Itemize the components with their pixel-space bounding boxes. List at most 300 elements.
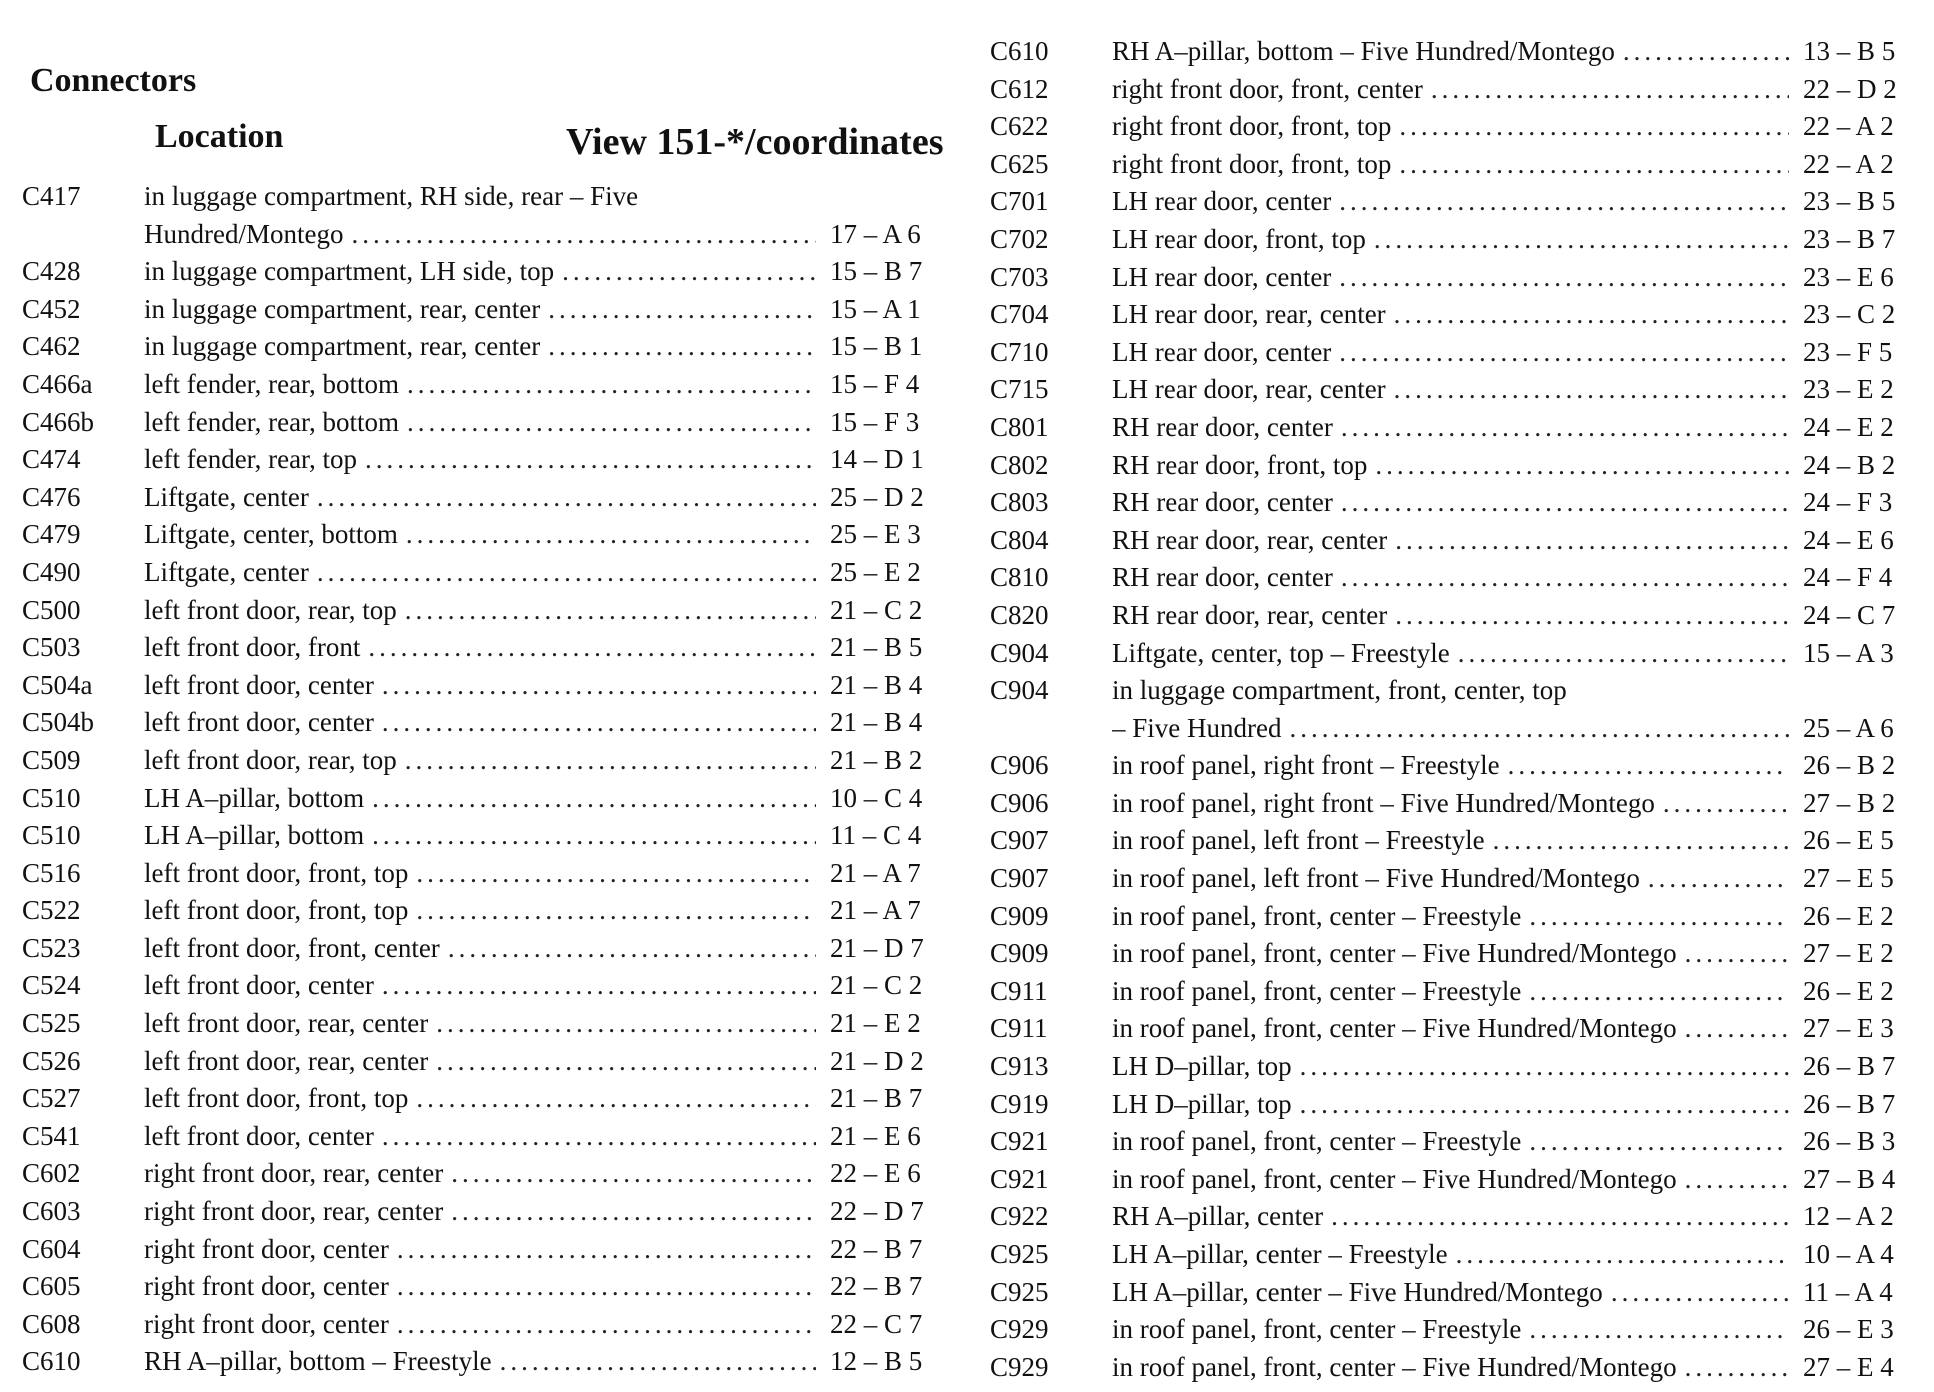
dot-leader bbox=[436, 1005, 816, 1043]
dot-leader bbox=[1374, 221, 1789, 259]
view-coordinate-ref: 21 – B 4 bbox=[830, 669, 923, 700]
dot-leader bbox=[1395, 522, 1789, 560]
connector-code: C906 bbox=[990, 787, 1049, 818]
dot-leader bbox=[1508, 747, 1789, 785]
connector-code: C510 bbox=[22, 820, 81, 851]
connector-location bbox=[144, 1306, 822, 1344]
connector-location bbox=[144, 780, 822, 818]
connector-location bbox=[1112, 1010, 1795, 1048]
connector-code: C417 bbox=[22, 181, 81, 211]
connector-location-text: left front door, front, top bbox=[144, 857, 409, 888]
connector-location-text: RH rear door, rear, center bbox=[1112, 599, 1388, 630]
connector-code: C909 bbox=[990, 938, 1049, 969]
dot-leader bbox=[1685, 935, 1789, 973]
connector-location bbox=[144, 441, 822, 479]
connector-row bbox=[990, 672, 1915, 710]
dot-leader bbox=[406, 516, 816, 554]
connector-code: C604 bbox=[22, 1233, 81, 1264]
view-coordinate-ref: 26 – B 7 bbox=[1803, 1088, 1896, 1119]
connector-location bbox=[144, 1193, 822, 1231]
connector-location bbox=[144, 1005, 822, 1043]
dot-leader bbox=[1648, 860, 1789, 898]
dot-leader bbox=[405, 592, 816, 630]
connector-location bbox=[1112, 1086, 1795, 1124]
view-coordinate-ref: 27 – E 4 bbox=[1803, 1351, 1894, 1382]
connector-row bbox=[990, 635, 1915, 673]
connector-location-text: LH A–pillar, bottom bbox=[144, 820, 365, 851]
connector-row bbox=[990, 860, 1915, 898]
dot-leader bbox=[1375, 447, 1789, 485]
section-title: Connectors bbox=[30, 62, 197, 99]
connector-location bbox=[144, 366, 822, 404]
dot-leader bbox=[372, 780, 816, 818]
connector-location-text: left front door, front, top bbox=[144, 1083, 409, 1114]
connector-location-text: left front door, center bbox=[144, 669, 374, 700]
connector-row bbox=[990, 1274, 1915, 1312]
connector-location bbox=[144, 704, 822, 742]
dot-leader bbox=[382, 1118, 816, 1156]
connector-row bbox=[22, 1155, 942, 1193]
dot-leader bbox=[407, 366, 816, 404]
connector-code: C820 bbox=[990, 599, 1049, 630]
connector-location bbox=[144, 328, 822, 366]
connector-location bbox=[1112, 1236, 1795, 1274]
view-coordinate-ref: 15 – A 3 bbox=[1803, 637, 1894, 668]
dot-leader bbox=[1529, 973, 1789, 1011]
connector-row bbox=[22, 1118, 942, 1156]
connector-row bbox=[990, 33, 1915, 71]
connector-location-text: left front door, front bbox=[144, 632, 361, 663]
view-coordinate-ref: 22 – A 2 bbox=[1803, 148, 1894, 179]
dot-leader bbox=[1685, 1161, 1789, 1199]
right-connector-list bbox=[990, 33, 1915, 1386]
connector-location bbox=[1112, 559, 1795, 597]
connector-location bbox=[1112, 710, 1795, 748]
view-coordinate-ref: 21 – C 2 bbox=[830, 970, 923, 1001]
view-coordinate-ref: 22 – D 7 bbox=[830, 1196, 924, 1227]
connector-location bbox=[1112, 1161, 1795, 1199]
connector-code: C904 bbox=[990, 637, 1049, 668]
view-coordinate-ref: 22 – E 6 bbox=[830, 1158, 921, 1189]
dot-leader bbox=[1394, 296, 1789, 334]
view-coordinate-ref: 10 – C 4 bbox=[830, 782, 923, 813]
dot-leader bbox=[1341, 484, 1789, 522]
connector-row bbox=[22, 291, 942, 329]
connector-row bbox=[22, 817, 942, 855]
connector-row bbox=[990, 597, 1915, 635]
connector-location bbox=[144, 479, 822, 517]
connector-location-text: RH rear door, rear, center bbox=[1112, 524, 1388, 555]
connector-code: C610 bbox=[22, 1346, 81, 1377]
connector-row bbox=[990, 1123, 1915, 1161]
dot-leader bbox=[1289, 710, 1789, 748]
connector-row bbox=[990, 1349, 1915, 1387]
view-coordinate-ref: 23 – F 5 bbox=[1803, 336, 1893, 367]
connector-row bbox=[22, 704, 942, 742]
connector-code: C526 bbox=[22, 1045, 81, 1076]
dot-leader bbox=[1395, 597, 1789, 635]
dot-leader bbox=[1300, 1048, 1789, 1086]
connector-location bbox=[1112, 973, 1795, 1011]
view-coordinate-ref: 21 – B 4 bbox=[830, 707, 923, 738]
view-coordinate-ref: 22 – B 7 bbox=[830, 1233, 923, 1264]
connector-code: C710 bbox=[990, 336, 1049, 367]
connector-location-text: in roof panel, left front – Freestyle bbox=[1112, 825, 1485, 856]
connector-code: C428 bbox=[22, 256, 81, 287]
connector-location bbox=[1112, 1274, 1795, 1312]
dot-leader bbox=[416, 892, 816, 930]
connector-location-text: Hundred/Montego bbox=[144, 218, 344, 249]
connector-row bbox=[22, 667, 942, 705]
connector-row bbox=[22, 592, 942, 630]
connector-location bbox=[1112, 334, 1795, 372]
view-coordinate-ref: 23 – E 6 bbox=[1803, 261, 1894, 292]
connector-row bbox=[990, 1086, 1915, 1124]
connector-code: C476 bbox=[22, 481, 81, 512]
connector-location bbox=[144, 855, 822, 893]
connector-location-text: left fender, rear, top bbox=[144, 444, 357, 475]
connector-location bbox=[144, 592, 822, 630]
dot-leader bbox=[1623, 33, 1789, 71]
connector-row bbox=[22, 1343, 942, 1381]
dot-leader bbox=[1493, 822, 1789, 860]
connector-row bbox=[22, 328, 942, 366]
connector-location bbox=[1112, 221, 1795, 259]
dot-leader bbox=[351, 216, 816, 254]
connector-location-text: left front door, rear, center bbox=[144, 1045, 429, 1076]
connector-location bbox=[1112, 484, 1795, 522]
connector-location bbox=[144, 1155, 822, 1193]
connector-location bbox=[1112, 146, 1795, 184]
connector-row bbox=[990, 710, 1915, 748]
connector-location bbox=[144, 667, 822, 705]
connector-code: C802 bbox=[990, 449, 1049, 480]
view-coordinate-ref: 23 – B 7 bbox=[1803, 223, 1896, 254]
connector-code: C715 bbox=[990, 374, 1049, 405]
connector-location bbox=[1112, 935, 1795, 973]
view-coordinate-ref: 21 – D 7 bbox=[830, 932, 924, 963]
dot-leader bbox=[1341, 559, 1789, 597]
connector-location-text: in roof panel, right front – Five Hundred/Montego bbox=[1112, 787, 1655, 818]
view-coordinate-ref: 17 – A 6 bbox=[830, 218, 921, 249]
connector-code: C466a bbox=[22, 368, 93, 399]
connector-code: C704 bbox=[990, 299, 1049, 330]
location-column-header: Location bbox=[155, 118, 284, 155]
view-coordinate-ref: 21 – B 2 bbox=[830, 744, 923, 775]
connector-location-text: in roof panel, right front – Freestyle bbox=[1112, 750, 1500, 781]
dot-leader bbox=[1339, 334, 1789, 372]
connector-code: C909 bbox=[990, 900, 1049, 931]
connector-location bbox=[1112, 371, 1795, 409]
connector-location-text: LH rear door, rear, center bbox=[1112, 299, 1386, 330]
view-coordinate-ref: 27 – E 2 bbox=[1803, 938, 1894, 969]
connector-code: C925 bbox=[990, 1276, 1049, 1307]
view-coordinate-ref: 26 – B 2 bbox=[1803, 750, 1896, 781]
connector-location bbox=[144, 291, 822, 329]
connector-location-text: in roof panel, front, center – Freestyle bbox=[1112, 1314, 1522, 1345]
connector-row bbox=[22, 479, 942, 517]
connector-location-text: left fender, rear, bottom bbox=[144, 368, 399, 399]
connector-location bbox=[1112, 1048, 1795, 1086]
connector-location bbox=[144, 253, 822, 291]
connector-location bbox=[1112, 409, 1795, 447]
dot-leader bbox=[1394, 371, 1789, 409]
connector-row bbox=[22, 441, 942, 479]
connector-location bbox=[1112, 259, 1795, 297]
connector-row bbox=[990, 973, 1915, 1011]
view-coordinate-ref: 21 – D 2 bbox=[830, 1045, 924, 1076]
connector-code: C503 bbox=[22, 632, 81, 663]
connector-row bbox=[22, 554, 942, 592]
view-coordinate-ref: 25 – A 6 bbox=[1803, 712, 1894, 743]
connector-location bbox=[144, 1043, 822, 1081]
connector-location bbox=[144, 1268, 822, 1306]
connector-row bbox=[22, 629, 942, 667]
view-coordinate-ref: 15 – B 1 bbox=[830, 331, 923, 362]
connector-row bbox=[22, 178, 942, 216]
view-coordinate-ref: 23 – E 2 bbox=[1803, 374, 1894, 405]
connector-location-text: Liftgate, center, bottom bbox=[144, 519, 398, 550]
connector-code: C523 bbox=[22, 932, 81, 963]
dot-leader bbox=[407, 404, 816, 442]
dot-leader bbox=[548, 291, 816, 329]
connector-location-text: – Five Hundred bbox=[1112, 712, 1282, 743]
connector-location bbox=[1112, 108, 1795, 146]
connector-row bbox=[22, 516, 942, 554]
dot-leader bbox=[1458, 635, 1789, 673]
connector-location-text: RH A–pillar, bottom – Freestyle bbox=[144, 1346, 492, 1377]
connector-location-text: Liftgate, center bbox=[144, 481, 309, 512]
connector-location bbox=[144, 1343, 822, 1381]
connector-location-text: LH rear door, rear, center bbox=[1112, 374, 1386, 405]
connector-code: C803 bbox=[990, 487, 1049, 518]
view-coordinate-ref: 14 – D 1 bbox=[830, 444, 924, 475]
view-coordinate-ref: 27 – E 5 bbox=[1803, 863, 1894, 894]
dot-leader bbox=[1611, 1274, 1789, 1312]
connector-location-text: right front door, rear, center bbox=[144, 1196, 444, 1227]
connector-row bbox=[990, 146, 1915, 184]
connector-location bbox=[1112, 447, 1795, 485]
connector-row bbox=[22, 1005, 942, 1043]
view-coordinate-ref: 26 – B 7 bbox=[1803, 1051, 1896, 1082]
connector-code: C906 bbox=[990, 750, 1049, 781]
connector-code: C701 bbox=[990, 186, 1049, 217]
dot-leader bbox=[397, 1231, 816, 1269]
view-coordinate-ref: 23 – C 2 bbox=[1803, 299, 1896, 330]
dot-leader bbox=[382, 667, 816, 705]
view-coordinate-ref: 21 – E 6 bbox=[830, 1120, 921, 1151]
connector-location-text: in luggage compartment, rear, center bbox=[144, 293, 541, 324]
connector-code: C605 bbox=[22, 1271, 81, 1302]
dot-leader bbox=[1300, 1086, 1789, 1124]
connector-row bbox=[22, 404, 942, 442]
connector-location-text: LH rear door, center bbox=[1112, 336, 1332, 367]
connector-code: C929 bbox=[990, 1314, 1049, 1345]
connector-location-text: LH A–pillar, center – Five Hundred/Montego bbox=[1112, 1276, 1603, 1307]
connector-location-text: Liftgate, center, top – Freestyle bbox=[1112, 637, 1450, 668]
view-coordinate-ref: 22 – D 2 bbox=[1803, 73, 1897, 104]
connector-row bbox=[22, 967, 942, 1005]
connector-location-text: in roof panel, front, center – Freestyle bbox=[1112, 975, 1522, 1006]
connector-row bbox=[990, 522, 1915, 560]
view-coordinate-ref: 27 – E 3 bbox=[1803, 1013, 1894, 1044]
connector-code: C527 bbox=[22, 1083, 81, 1114]
dot-leader bbox=[1399, 108, 1789, 146]
connector-location bbox=[1112, 71, 1795, 109]
connector-code: C510 bbox=[22, 782, 81, 813]
connector-location-text: in luggage compartment, RH side, rear – Five bbox=[144, 181, 639, 211]
connector-location bbox=[144, 967, 822, 1005]
connector-location bbox=[144, 817, 822, 855]
connector-row bbox=[990, 1311, 1915, 1349]
connector-row bbox=[22, 1080, 942, 1118]
view-coordinate-ref: 26 – E 2 bbox=[1803, 975, 1894, 1006]
view-coordinate-ref: 21 – C 2 bbox=[830, 594, 923, 625]
connector-row bbox=[990, 1161, 1915, 1199]
connector-code: C911 bbox=[990, 1013, 1048, 1044]
connector-location-text: LH rear door, front, top bbox=[1112, 223, 1366, 254]
connector-code: C907 bbox=[990, 863, 1049, 894]
connector-location bbox=[144, 892, 822, 930]
view-coordinate-ref: 26 – B 3 bbox=[1803, 1126, 1896, 1157]
view-coordinate-ref: 24 – B 2 bbox=[1803, 449, 1896, 480]
view-coordinate-ref: 21 – B 5 bbox=[830, 632, 923, 663]
connector-code: C474 bbox=[22, 444, 81, 475]
dot-leader bbox=[1331, 1198, 1789, 1236]
connector-row bbox=[990, 1236, 1915, 1274]
connector-row bbox=[22, 1043, 942, 1081]
connector-location bbox=[1112, 1198, 1795, 1236]
connector-row bbox=[990, 334, 1915, 372]
view-coordinate-ref: 26 – E 2 bbox=[1803, 900, 1894, 931]
view-coordinate-ref: 15 – F 4 bbox=[830, 368, 920, 399]
connector-location-text: LH rear door, center bbox=[1112, 186, 1332, 217]
dot-leader bbox=[451, 1193, 816, 1231]
connector-code: C603 bbox=[22, 1196, 81, 1227]
connector-location-text: in luggage compartment, LH side, top bbox=[144, 256, 555, 287]
dot-leader bbox=[1399, 146, 1789, 184]
connector-location-text: LH A–pillar, center – Freestyle bbox=[1112, 1239, 1448, 1269]
dot-leader bbox=[416, 855, 816, 893]
connector-location-text: RH A–pillar, bottom – Five Hundred/Montego bbox=[1112, 36, 1615, 66]
connector-location-text: RH A–pillar, center bbox=[1112, 1201, 1324, 1232]
connector-location bbox=[1112, 672, 1795, 710]
dot-leader bbox=[1529, 898, 1789, 936]
view-coordinate-ref: 26 – E 5 bbox=[1803, 825, 1894, 856]
connector-location-text: in roof panel, front, center – Freestyle bbox=[1112, 900, 1522, 931]
connector-location bbox=[1112, 635, 1795, 673]
connector-location-text: RH rear door, center bbox=[1112, 411, 1333, 442]
view-coordinate-ref: 23 – B 5 bbox=[1803, 186, 1896, 217]
left-connector-list bbox=[22, 178, 942, 1381]
dot-leader bbox=[397, 1268, 816, 1306]
view-coordinate-ref: 10 – A 4 bbox=[1803, 1239, 1894, 1269]
connector-row bbox=[990, 1198, 1915, 1236]
dot-leader bbox=[1529, 1123, 1789, 1161]
connector-row bbox=[990, 71, 1915, 109]
connector-location bbox=[144, 930, 822, 968]
view-coordinate-ref: 21 – A 7 bbox=[830, 857, 921, 888]
dot-leader bbox=[1529, 1311, 1789, 1349]
view-coordinate-ref: 21 – E 2 bbox=[830, 1008, 921, 1039]
connector-code: C516 bbox=[22, 857, 81, 888]
dot-leader bbox=[1341, 409, 1789, 447]
connector-code: C703 bbox=[990, 261, 1049, 292]
connector-location bbox=[144, 742, 822, 780]
view-coordinate-ref: 25 – E 2 bbox=[830, 556, 921, 587]
connector-row bbox=[990, 108, 1915, 146]
connector-code: C522 bbox=[22, 895, 81, 926]
view-coordinate-ref: 22 – A 2 bbox=[1803, 111, 1894, 142]
connector-location bbox=[144, 554, 822, 592]
connector-location-text: in roof panel, left front – Five Hundred/Montego bbox=[1112, 863, 1640, 894]
dot-leader bbox=[1339, 183, 1789, 221]
connector-row bbox=[990, 785, 1915, 823]
connector-code: C504b bbox=[22, 707, 95, 738]
connector-location bbox=[1112, 183, 1795, 221]
connector-code: C929 bbox=[990, 1351, 1049, 1382]
connector-location-text: RH rear door, center bbox=[1112, 487, 1333, 518]
connector-code: C490 bbox=[22, 556, 81, 587]
dot-leader bbox=[1431, 71, 1789, 109]
connector-location-text: LH A–pillar, bottom bbox=[144, 782, 365, 813]
connector-code: C804 bbox=[990, 524, 1049, 555]
view-coordinate-ref: 12 – A 2 bbox=[1803, 1201, 1894, 1232]
dot-leader bbox=[436, 1043, 816, 1081]
connector-code: C462 bbox=[22, 331, 81, 362]
connector-location bbox=[1112, 1311, 1795, 1349]
connector-code: C608 bbox=[22, 1308, 81, 1339]
dot-leader bbox=[368, 629, 816, 667]
connector-code: C913 bbox=[990, 1051, 1049, 1082]
connector-code: C509 bbox=[22, 744, 81, 775]
view-coordinate-ref: 25 – D 2 bbox=[830, 481, 924, 512]
connector-code: C610 bbox=[990, 36, 1049, 66]
view-coordinate-ref: 21 – B 7 bbox=[830, 1083, 923, 1114]
connector-location-text: LH D–pillar, top bbox=[1112, 1088, 1292, 1119]
connector-location bbox=[144, 404, 822, 442]
connector-row bbox=[990, 296, 1915, 334]
view-coordinate-ref: 15 – F 3 bbox=[830, 406, 920, 437]
dot-leader bbox=[1456, 1236, 1789, 1274]
connector-location-text: left front door, front, center bbox=[144, 932, 440, 963]
connector-location-text: Liftgate, center bbox=[144, 556, 309, 587]
view-coordinate-ref: 24 – C 7 bbox=[1803, 599, 1896, 630]
connector-code: C922 bbox=[990, 1201, 1049, 1232]
connector-location-text: RH rear door, front, top bbox=[1112, 449, 1368, 480]
connector-location bbox=[144, 216, 822, 254]
connector-row bbox=[990, 747, 1915, 785]
connector-row bbox=[990, 484, 1915, 522]
connector-code: C921 bbox=[990, 1163, 1049, 1194]
connector-location bbox=[144, 629, 822, 667]
connector-location-text: right front door, front, top bbox=[1112, 148, 1392, 179]
connector-location-text: left front door, front, top bbox=[144, 895, 409, 926]
view-coordinate-ref: 26 – E 3 bbox=[1803, 1314, 1894, 1345]
connector-code: C500 bbox=[22, 594, 81, 625]
dot-leader bbox=[317, 479, 816, 517]
connector-code: C602 bbox=[22, 1158, 81, 1189]
connector-location bbox=[1112, 747, 1795, 785]
connector-location-text: left front door, center bbox=[144, 970, 374, 1001]
dot-leader bbox=[317, 554, 816, 592]
connector-code: C612 bbox=[990, 73, 1049, 104]
connector-location-text: in roof panel, front, center – Five Hundred/Montego bbox=[1112, 938, 1677, 969]
dot-leader bbox=[405, 742, 816, 780]
connector-row bbox=[22, 366, 942, 404]
connector-location bbox=[144, 178, 822, 216]
connector-row bbox=[990, 1048, 1915, 1086]
